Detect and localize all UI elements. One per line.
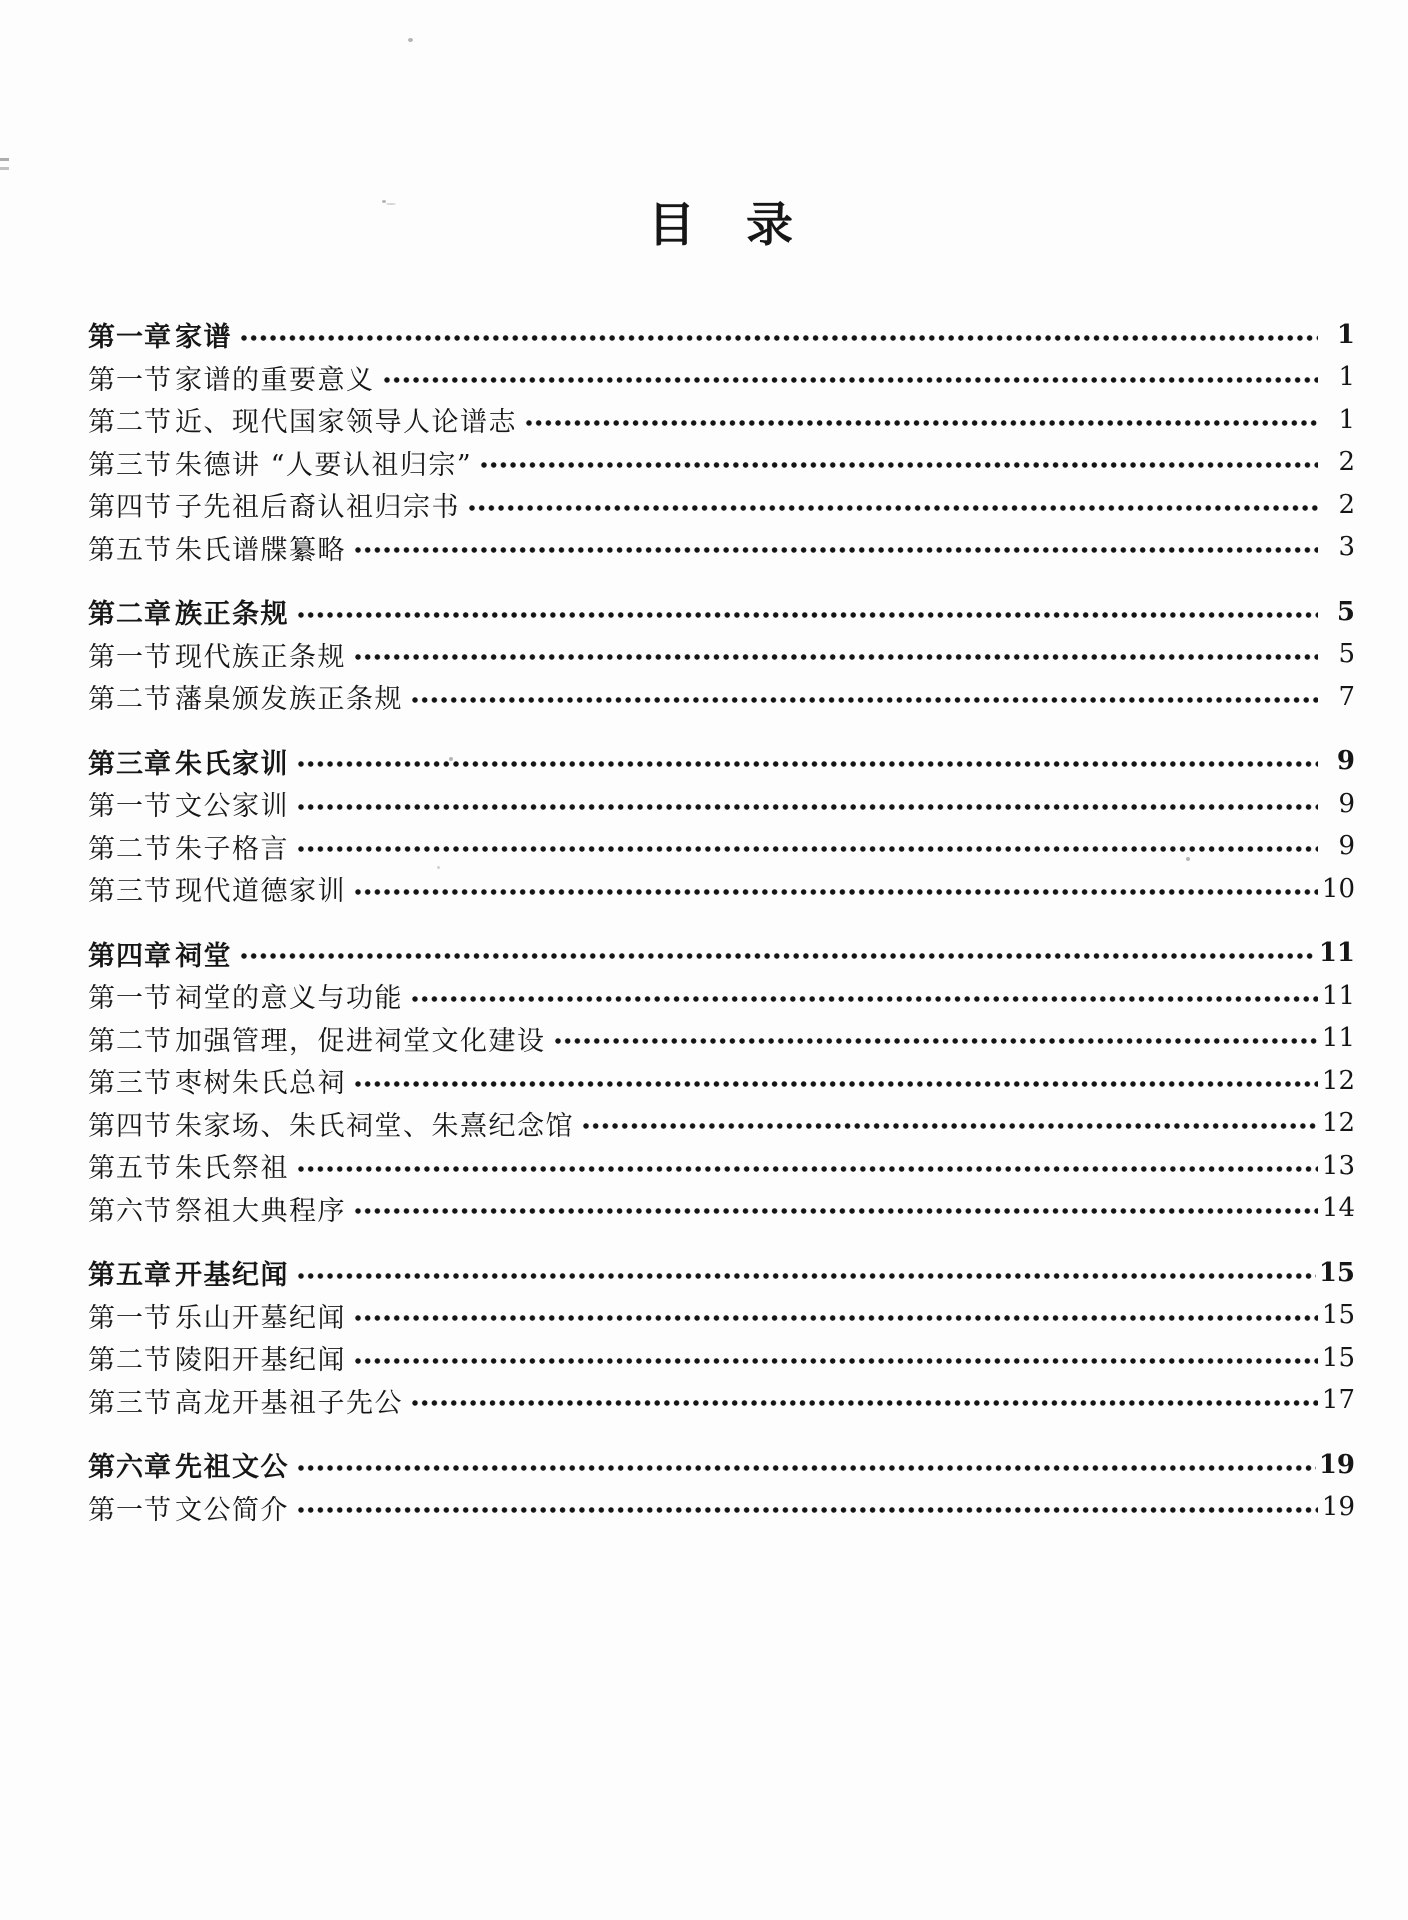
dot-leader <box>555 1035 1319 1047</box>
toc-entry-title: 家谱的重要意义 <box>175 364 375 396</box>
dot-leader <box>583 1120 1318 1132</box>
toc-entry-title: 朱氏祭祖 <box>175 1153 289 1185</box>
toc-entry-page: 2 <box>1338 489 1355 520</box>
toc-entry-label: 第三节 <box>88 876 172 908</box>
toc-entry-label: 第一节 <box>88 1302 172 1334</box>
dot-leader <box>298 609 1318 621</box>
dot-leader <box>298 1462 1316 1474</box>
toc-entry-title: 加强管理，促进祠堂文化建设 <box>175 1025 546 1057</box>
toc-entry-title: 近、现代国家领导人论谱志 <box>175 407 517 439</box>
toc-entry-label: 第一节 <box>88 1494 172 1526</box>
toc-entry-page: 11 <box>1321 980 1355 1011</box>
toc-entry-title: 朱氏谱牒纂略 <box>175 534 346 566</box>
toc-entry-title: 开基纪闻 <box>175 1260 289 1292</box>
toc-entry-label: 第二节 <box>88 833 172 865</box>
toc-entry <box>88 526 1355 569</box>
toc-entry-label: 第三节 <box>88 449 172 481</box>
toc-entry-label: 第四章 <box>88 940 172 972</box>
toc-entry <box>88 1444 1355 1487</box>
dot-leader <box>355 1355 1318 1367</box>
dot-leader <box>355 886 1318 898</box>
dot-leader <box>412 993 1318 1005</box>
toc-entry-page: 19 <box>1318 1449 1355 1480</box>
toc-entry <box>88 1294 1355 1337</box>
dot-leader <box>481 459 1318 471</box>
toc-entry <box>88 783 1355 826</box>
dot-leader <box>241 950 1316 962</box>
toc-entry-label: 第五章 <box>88 1260 172 1292</box>
toc-entry <box>88 591 1355 634</box>
toc-entry <box>88 1252 1355 1295</box>
toc-entry-title: 子先祖后裔认祖归宗书 <box>175 492 460 524</box>
toc-entry-title: 朱家场、朱氏祠堂、朱熹纪念馆 <box>175 1110 574 1142</box>
toc-entry <box>88 676 1355 719</box>
toc-entry <box>88 1337 1355 1380</box>
dot-leader <box>241 332 1318 344</box>
toc-entry-title: 陵阳开基纪闻 <box>175 1345 346 1377</box>
toc-entry <box>88 825 1355 868</box>
dot-leader <box>355 1078 1318 1090</box>
dot-leader <box>384 374 1319 386</box>
toc-entry-label: 第二节 <box>88 407 172 439</box>
toc-entry-page: 2 <box>1338 447 1355 478</box>
toc-entry-label: 第一节 <box>88 983 172 1015</box>
toc-entry <box>88 1379 1355 1422</box>
toc-entry-title: 祠堂的意义与功能 <box>175 983 403 1015</box>
toc-entry-title: 先祖文公 <box>175 1452 289 1484</box>
toc-entry <box>88 1017 1355 1060</box>
toc-entry-label: 第六章 <box>88 1452 172 1484</box>
toc-entry-label: 第三节 <box>88 1068 172 1100</box>
toc-entry-page: 19 <box>1321 1492 1355 1523</box>
toc-entry-page: 10 <box>1321 873 1355 904</box>
toc-entry-title: 现代族正条规 <box>175 641 346 673</box>
toc-entry-title: 朱子格言 <box>175 833 289 865</box>
toc-entry <box>88 484 1355 527</box>
toc-entry <box>88 975 1355 1018</box>
toc-entry-title: 文公家训 <box>175 791 289 823</box>
dot-leader <box>412 694 1318 706</box>
toc-entry <box>88 314 1355 357</box>
toc-entry <box>88 1486 1355 1529</box>
toc-entry-page: 12 <box>1321 1065 1355 1096</box>
toc-entry-page: 15 <box>1321 1342 1355 1373</box>
toc-entry-page: 5 <box>1336 596 1355 627</box>
toc-entry-label: 第二节 <box>88 1345 172 1377</box>
toc-entry-title: 枣树朱氏总祠 <box>175 1068 346 1100</box>
dot-leader <box>355 1312 1318 1324</box>
toc-entry-label: 第一章 <box>88 322 172 354</box>
toc-entry <box>88 356 1355 399</box>
toc-entry-title: 祠堂 <box>175 940 232 972</box>
dot-leader <box>298 1270 1316 1282</box>
scan-artifact <box>0 158 9 170</box>
toc-entry <box>88 868 1355 911</box>
dot-leader <box>298 801 1318 813</box>
toc-entry-label: 第二章 <box>88 599 172 631</box>
toc-entry-label: 第二节 <box>88 684 172 716</box>
table-of-contents <box>88 314 1355 1529</box>
toc-entry-page: 9 <box>1338 831 1355 862</box>
toc-entry <box>88 932 1355 975</box>
toc-entry-page: 9 <box>1336 746 1355 777</box>
toc-entry <box>88 399 1355 442</box>
toc-entry-page: 12 <box>1321 1108 1355 1139</box>
toc-entry-title: 乐山开墓纪闻 <box>175 1302 346 1334</box>
toc-entry-page: 13 <box>1321 1150 1355 1181</box>
toc-entry-label: 第二节 <box>88 1025 172 1057</box>
toc-entry-page: 14 <box>1321 1193 1355 1224</box>
dot-leader <box>355 1205 1318 1217</box>
toc-entry-page: 15 <box>1321 1300 1355 1331</box>
dot-leader <box>355 544 1318 556</box>
toc-entry-page: 17 <box>1321 1385 1355 1416</box>
toc-entry-page: 1 <box>1336 319 1355 350</box>
toc-entry-title: 祭祖大典程序 <box>175 1195 346 1227</box>
toc-entry-title: 朱德讲 “人要认祖归宗” <box>175 449 473 481</box>
dot-leader <box>412 1397 1318 1409</box>
toc-entry-title: 族正条规 <box>175 599 289 631</box>
toc-entry-page: 9 <box>1338 788 1355 819</box>
toc-entry-page: 5 <box>1338 639 1355 670</box>
toc-entry-page: 11 <box>1318 938 1355 969</box>
toc-entry <box>88 740 1355 783</box>
toc-entry-title: 文公简介 <box>175 1494 289 1526</box>
toc-entry-page: 15 <box>1318 1257 1355 1288</box>
toc-entry-label: 第五节 <box>88 534 172 566</box>
toc-entry-label: 第四节 <box>88 492 172 524</box>
toc-entry-page: 1 <box>1338 404 1355 435</box>
dot-leader <box>355 651 1318 663</box>
toc-entry <box>88 1102 1355 1145</box>
toc-entry-title: 高龙开基祖子先公 <box>175 1387 403 1419</box>
toc-entry <box>88 441 1355 484</box>
toc-entry-page: 3 <box>1338 532 1355 563</box>
scan-speck <box>408 38 413 42</box>
toc-entry-title: 家谱 <box>175 322 232 354</box>
dot-leader <box>298 843 1318 855</box>
toc-entry-label: 第一节 <box>88 641 172 673</box>
dot-leader <box>526 417 1318 429</box>
toc-entry-page: 11 <box>1321 1023 1355 1054</box>
toc-entry <box>88 633 1355 676</box>
toc-entry-page: 7 <box>1338 681 1355 712</box>
dot-leader <box>298 758 1318 770</box>
toc-entry-label: 第一节 <box>88 364 172 396</box>
toc-entry-title: 朱氏家训 <box>175 748 289 780</box>
toc-entry-label: 第五节 <box>88 1153 172 1185</box>
toc-entry-title: 藩臬颁发族正条规 <box>175 684 403 716</box>
toc-entry <box>88 1060 1355 1103</box>
toc-entry-label: 第三章 <box>88 748 172 780</box>
toc-entry-label: 第六节 <box>88 1195 172 1227</box>
toc-entry-label: 第四节 <box>88 1110 172 1142</box>
toc-entry <box>88 1145 1355 1188</box>
toc-entry-page: 1 <box>1338 362 1355 393</box>
dot-leader <box>469 502 1318 514</box>
toc-entry-label: 第三节 <box>88 1387 172 1419</box>
page-title: 目 录 <box>648 198 795 253</box>
dot-leader <box>298 1504 1318 1516</box>
toc-entry <box>88 1187 1355 1230</box>
toc-entry-label: 第一节 <box>88 791 172 823</box>
toc-entry-title: 现代道德家训 <box>175 876 346 908</box>
dot-leader <box>298 1163 1318 1175</box>
